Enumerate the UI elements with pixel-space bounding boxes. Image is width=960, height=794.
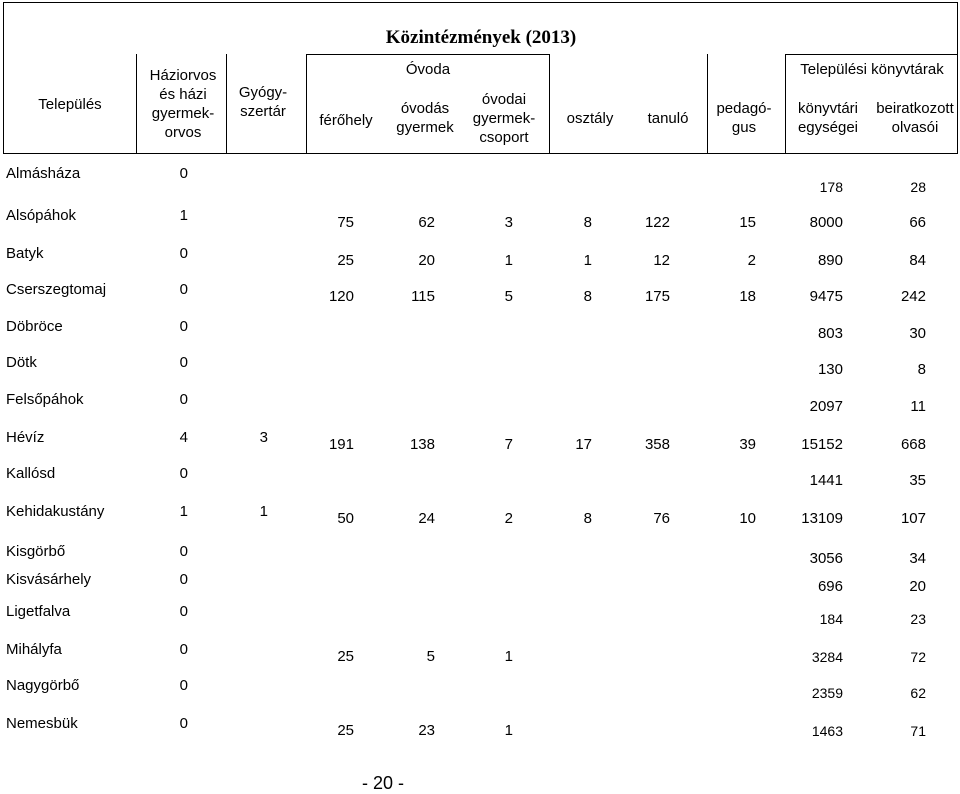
cell-orvos: 0 <box>179 603 188 620</box>
header-beiratkozott-olvasoi: beiratkozott olvasói <box>876 100 954 136</box>
cell-olvaso: 66 <box>909 214 926 231</box>
cell-egyseg: 3284 <box>811 649 843 665</box>
table-title: Közintézmények (2013) <box>385 27 577 48</box>
cell-osztaly: 17 <box>575 436 592 453</box>
cell-gyermek: 5 <box>426 648 435 665</box>
cell-olvaso: 23 <box>910 611 926 627</box>
row-name: Ligetfalva <box>6 603 71 620</box>
cell-orvos: 0 <box>179 245 188 262</box>
cell-csoport: 1 <box>504 252 513 269</box>
grid-line <box>3 2 958 3</box>
cell-egyseg: 8000 <box>809 214 843 231</box>
cell-orvos: 1 <box>179 503 188 520</box>
grid-line <box>306 54 550 55</box>
cell-egyseg: 3056 <box>809 550 843 567</box>
cell-osztaly: 1 <box>583 252 592 269</box>
cell-csoport: 1 <box>504 722 513 739</box>
cell-pedagogus: 15 <box>739 214 756 231</box>
cell-orvos: 0 <box>179 391 188 408</box>
row-name: Kisvásárhely <box>6 571 92 588</box>
cell-csoport: 1 <box>504 648 513 665</box>
cell-egyseg: 2097 <box>809 398 843 415</box>
header-pedagogus: pedagó- gus <box>716 100 772 136</box>
header-telepules: Település <box>38 95 102 113</box>
cell-gyogy: 1 <box>259 503 268 520</box>
row-name: Nagygörbő <box>6 677 80 694</box>
cell-gyermek: 23 <box>418 722 435 739</box>
grid-line <box>136 54 137 154</box>
grid-line <box>226 54 227 154</box>
row-name: Hévíz <box>6 429 45 446</box>
cell-pedagogus: 39 <box>739 436 756 453</box>
cell-olvaso: 71 <box>910 723 926 739</box>
cell-olvaso: 34 <box>909 550 926 567</box>
cell-orvos: 4 <box>179 429 188 446</box>
cell-olvaso: 28 <box>910 179 926 195</box>
row-name: Cserszegtomaj <box>6 281 107 298</box>
cell-egyseg: 15152 <box>801 436 843 453</box>
cell-orvos: 0 <box>179 641 188 658</box>
cell-egyseg: 178 <box>819 179 843 195</box>
cell-olvaso: 8 <box>917 361 926 378</box>
cell-osztaly: 8 <box>583 214 592 231</box>
row-name: Batyk <box>6 245 44 262</box>
cell-pedagogus: 10 <box>739 510 756 527</box>
cell-orvos: 0 <box>179 677 188 694</box>
cell-egyseg: 1463 <box>811 723 843 739</box>
cell-orvos: 0 <box>179 543 188 560</box>
cell-olvaso: 62 <box>910 685 926 701</box>
row-name: Döbröce <box>6 318 63 335</box>
cell-egyseg: 13109 <box>801 510 843 527</box>
cell-gyermek: 115 <box>411 288 435 305</box>
header-ferohely: férőhely <box>319 111 373 129</box>
cell-pedagogus: 18 <box>739 288 756 305</box>
cell-csoport: 7 <box>504 436 513 453</box>
cell-egyseg: 890 <box>817 252 843 269</box>
cell-gyermek: 62 <box>418 214 435 231</box>
header-tanulo: tanuló <box>647 109 689 127</box>
cell-orvos: 0 <box>179 571 188 588</box>
cell-orvos: 0 <box>179 354 188 371</box>
cell-csoport: 3 <box>504 214 513 231</box>
cell-tanulo: 175 <box>644 288 670 305</box>
cell-gyogy: 3 <box>259 429 268 446</box>
row-name: Mihályfa <box>6 641 62 658</box>
cell-orvos: 1 <box>179 207 188 224</box>
grid-line <box>785 54 958 55</box>
cell-orvos: 0 <box>179 281 188 298</box>
header-ovodai-csoport: óvodai gyermek- csoport <box>472 90 536 146</box>
cell-ferohely: 120 <box>328 288 354 305</box>
cell-tanulo: 76 <box>653 510 670 527</box>
cell-gyermek: 138 <box>409 436 435 453</box>
cell-tanulo: 122 <box>644 214 670 231</box>
cell-egyseg: 184 <box>819 611 843 627</box>
cell-egyseg: 9475 <box>809 288 843 305</box>
cell-ferohely: 25 <box>337 722 354 739</box>
cell-gyermek: 24 <box>418 510 435 527</box>
grid-line <box>707 54 708 154</box>
cell-egyseg: 803 <box>817 325 843 342</box>
cell-csoport: 2 <box>504 510 513 527</box>
header-ovoda-group: Óvoda <box>405 60 451 78</box>
cell-tanulo: 358 <box>644 436 670 453</box>
cell-ferohely: 25 <box>337 252 354 269</box>
row-name: Nemesbük <box>6 715 78 732</box>
header-konyvtar-group: Települési könyvtárak <box>800 60 944 78</box>
cell-orvos: 0 <box>179 318 188 335</box>
cell-egyseg: 2359 <box>811 685 843 701</box>
cell-orvos: 0 <box>179 465 188 482</box>
cell-ferohely: 191 <box>328 436 354 453</box>
header-gyogyszertar: Gyógy- szertár <box>238 84 288 120</box>
page-number: - 20 - <box>362 773 405 793</box>
row-name: Almásháza <box>6 165 81 182</box>
cell-csoport: 5 <box>504 288 513 305</box>
row-name: Kehidakustány <box>6 503 105 520</box>
cell-egyseg: 1441 <box>809 472 843 489</box>
cell-ferohely: 50 <box>337 510 354 527</box>
cell-olvaso: 242 <box>900 288 926 305</box>
cell-olvaso: 30 <box>909 325 926 342</box>
cell-osztaly: 8 <box>583 288 592 305</box>
cell-tanulo: 12 <box>653 252 670 269</box>
header-haziorvos: Háziorvos és házi gyermek- orvos <box>149 67 217 141</box>
cell-olvaso: 11 <box>910 398 926 415</box>
cell-olvaso: 35 <box>909 472 926 489</box>
row-name: Kisgörbő <box>6 543 66 560</box>
cell-olvaso: 20 <box>909 578 926 595</box>
cell-olvaso: 107 <box>900 510 926 527</box>
cell-olvaso: 668 <box>900 436 926 453</box>
cell-orvos: 0 <box>179 715 188 732</box>
cell-gyermek: 20 <box>418 252 435 269</box>
cell-orvos: 0 <box>179 165 188 182</box>
row-name: Kallósd <box>6 465 56 482</box>
cell-olvaso: 72 <box>910 649 926 665</box>
cell-olvaso: 84 <box>909 252 926 269</box>
row-name: Felsőpáhok <box>6 391 84 408</box>
cell-pedagogus: 2 <box>747 252 756 269</box>
header-konyvtari-egysegei: könyvtári egységei <box>797 100 859 136</box>
cell-egyseg: 130 <box>817 361 843 378</box>
cell-ferohely: 25 <box>337 648 354 665</box>
cell-egyseg: 696 <box>817 578 843 595</box>
row-name: Dötk <box>6 354 37 371</box>
cell-osztaly: 8 <box>583 510 592 527</box>
cell-ferohely: 75 <box>337 214 354 231</box>
header-ovodas-gyermek: óvodás gyermek <box>396 100 454 136</box>
grid-line <box>3 153 958 154</box>
row-name: Alsópáhok <box>6 207 77 224</box>
header-osztaly: osztály <box>566 109 614 127</box>
